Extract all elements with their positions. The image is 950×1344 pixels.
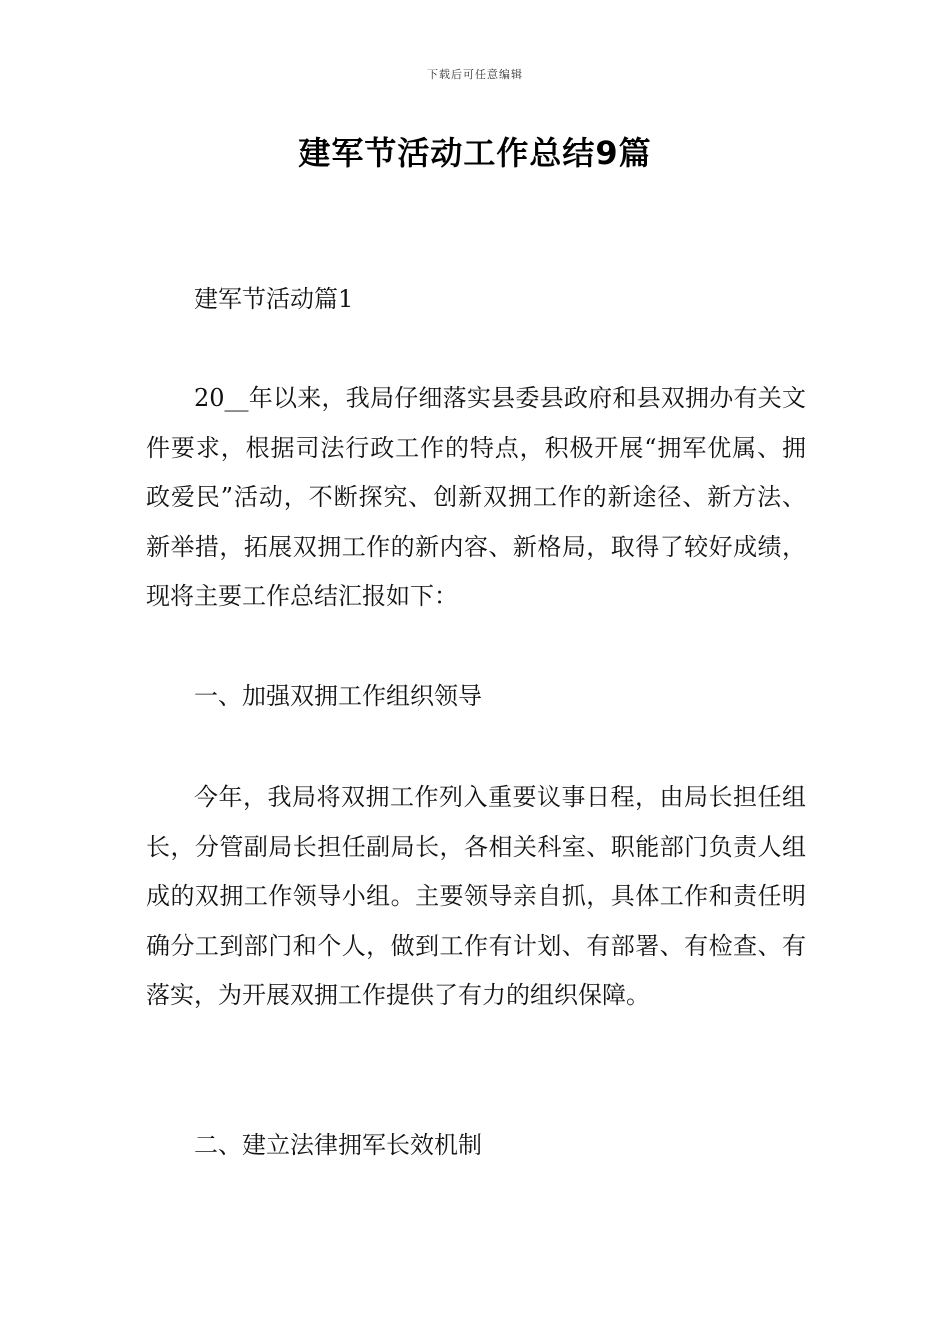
- header-note: 下载后可任意编辑: [427, 68, 523, 81]
- page-title: 建军节活动工作总结9篇: [298, 134, 652, 172]
- section-label: 建军节活动篇1: [194, 285, 354, 313]
- section-heading-2: 二、建立法律拥军长效机制: [194, 1131, 482, 1159]
- section-heading-1: 一、加强双拥工作组织领导: [194, 682, 482, 710]
- paragraph-intro: 20__年以来，我局仔细落实县委县政府和县双拥办有关文件要求，根据司法行政工作的特点，积极开展“拥军优属、拥政爱民”活动，不断探究、创新双拥工作的新途径、新方法、新举措，拓展双拥工作的新内容、新格局，取得了较好成绩，现将主要工作总结汇报如下：: [146, 384, 806, 610]
- paragraph-organization: 今年，我局将双拥工作列入重要议事日程，由局长担任组长，分管副局长担任副局长，各相关科室、职能部门负责人组成的双拥工作领导小组。主要领导亲自抓，具体工作和责任明确分工到部门和个人，做到工作有计划、有部署、有检查、有落实，为开展双拥工作提供了有力的组织保障。: [146, 783, 806, 1009]
